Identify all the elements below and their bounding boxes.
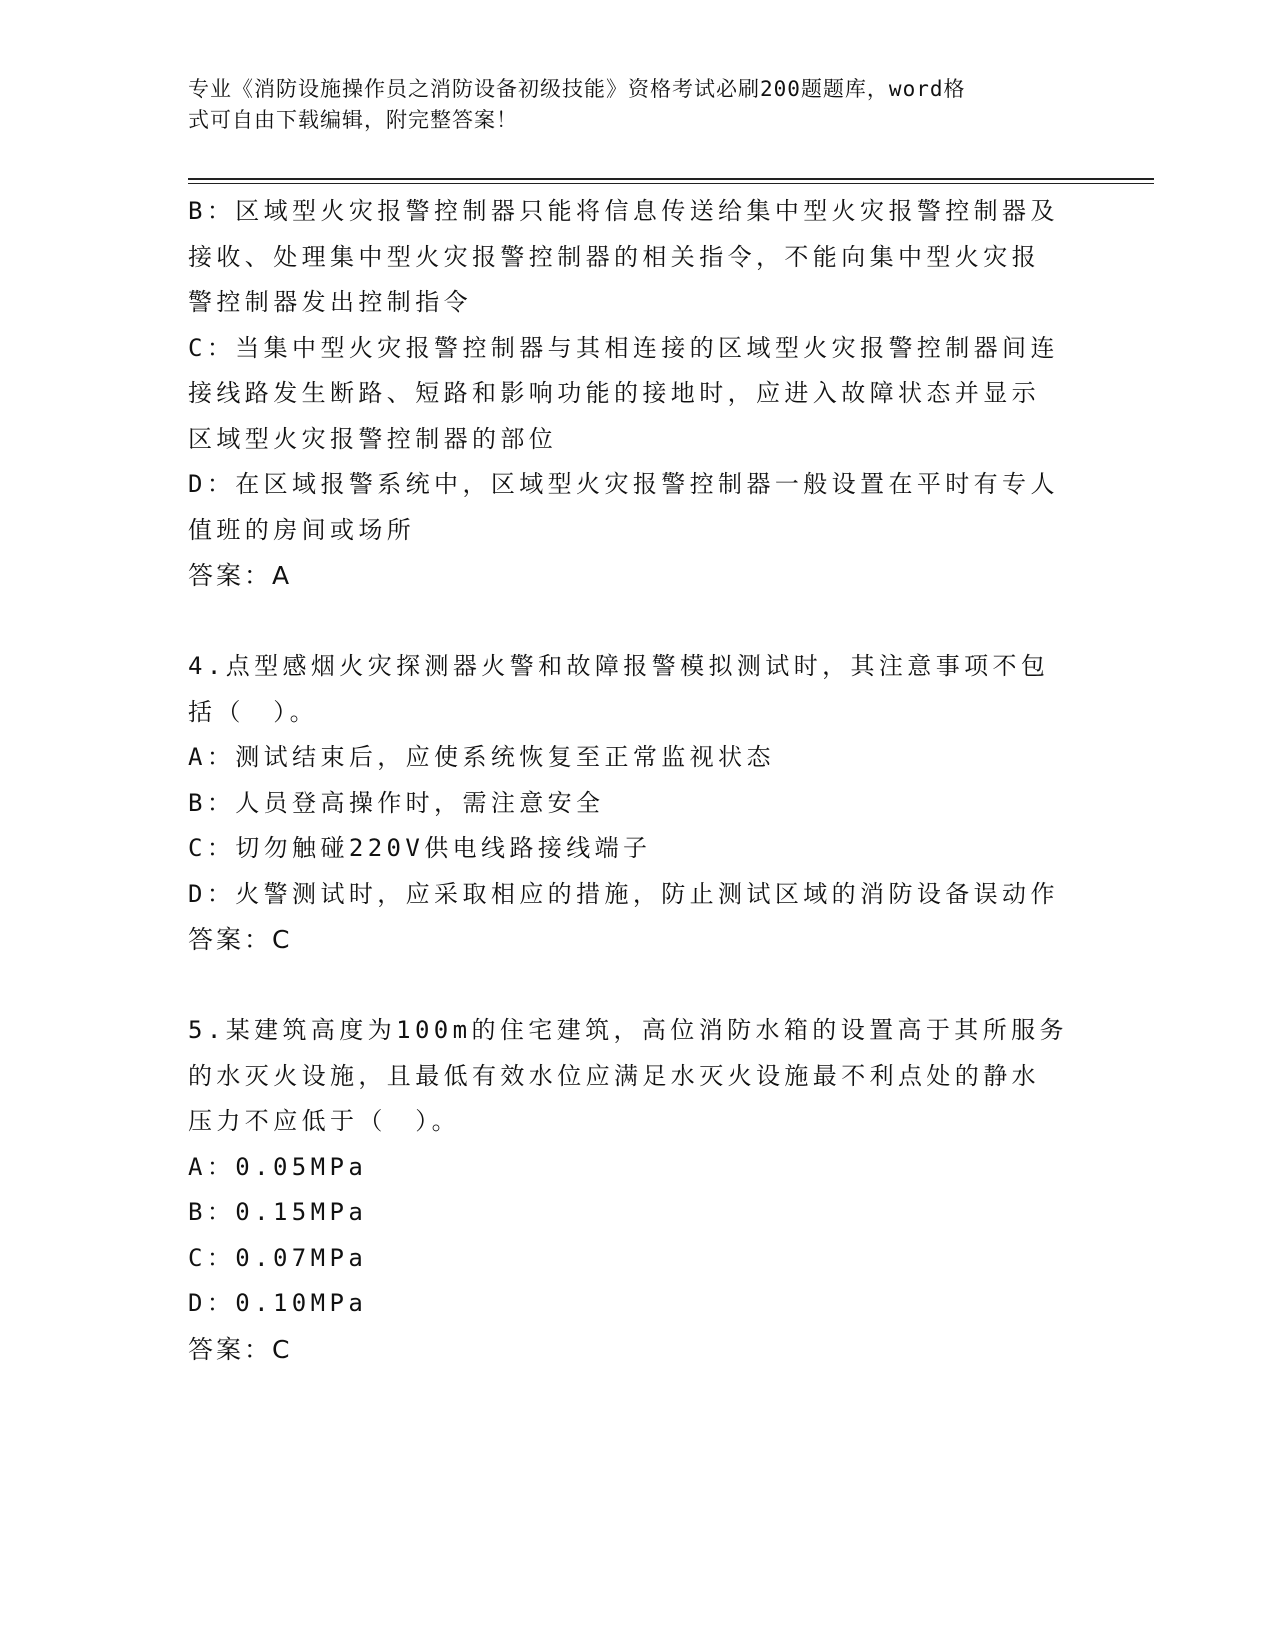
question-5-stem (188, 1008, 1088, 1145)
question-4-option-d: D：火警测试时，应采取相应的措施，防止测试区域的消防设备误动作 (188, 879, 1059, 908)
stem-line: 的水灭火设施，且最低有效水位应满足水灭火设施最不利点处的静水 (188, 1061, 1040, 1090)
question-3-option-d (188, 462, 1088, 553)
option-line: D：在区域报警系统中，区域型火灾报警控制器一般设置在平时有专人 (188, 470, 1059, 498)
spacer (188, 599, 1088, 645)
stem-line: 压力不应低于（ ）。 (188, 1107, 460, 1135)
question-3-option-c (188, 326, 1088, 463)
stem-line: 4.点型感烟火灾探测器火警和故障报警模拟测试时，其注意事项不包 (188, 652, 1050, 680)
question-3-option-b (188, 189, 1088, 326)
question-4-option-b: B：人员登高操作时，需注意安全 (188, 788, 605, 817)
option-line: 区域型火灾报警控制器的部位 (188, 424, 558, 453)
question-3-answer: 答案：A (188, 561, 293, 590)
spacer (188, 963, 1088, 1009)
option-line: 接线路发生断路、短路和影响功能的接地时，应进入故障状态并显示 (188, 379, 1040, 407)
option-line: C：当集中型火灾报警控制器与其相连接的区域型火灾报警控制器间连 (188, 333, 1059, 362)
stem-line: 5.某建筑高度为100m的住宅建筑，高位消防水箱的设置高于其所服务 (188, 1016, 1068, 1044)
question-4-stem (188, 644, 1088, 735)
header-divider-thick (188, 178, 1154, 180)
question-5-option-c: C：0.07MPa (188, 1243, 368, 1272)
question-5-option-d: D：0.10MPa (188, 1289, 368, 1317)
document-header (188, 74, 1068, 136)
question-content (188, 189, 1088, 1372)
question-5-option-a: A：0.05MPa (188, 1152, 368, 1181)
question-4-answer: 答案：C (188, 925, 293, 954)
option-line: 值班的房间或场所 (188, 515, 416, 544)
question-5-answer: 答案：C (188, 1334, 293, 1364)
header-divider-thin (188, 183, 1154, 184)
question-4-option-a: A：测试结束后，应使系统恢复至正常监视状态 (188, 743, 775, 771)
option-line: B：区域型火灾报警控制器只能将信息传送给集中型火灾报警控制器及 (188, 197, 1059, 225)
question-5-option-b: B：0.15MPa (188, 1198, 368, 1226)
option-line: 警控制器发出控制指令 (188, 288, 472, 316)
option-line: 接收、处理集中型火灾报警控制器的相关指令，不能向集中型火灾报 (188, 242, 1040, 271)
header-line-2: 式可自由下载编辑，附完整答案！ (188, 108, 518, 132)
header-line-1: 专业《消防设施操作员之消防设备初级技能》资格考试必刷200题题库，word格 (188, 77, 966, 101)
stem-line: 括（ ）。 (188, 697, 318, 726)
question-4-option-c: C：切勿触碰220V供电线路接线端子 (188, 834, 652, 862)
